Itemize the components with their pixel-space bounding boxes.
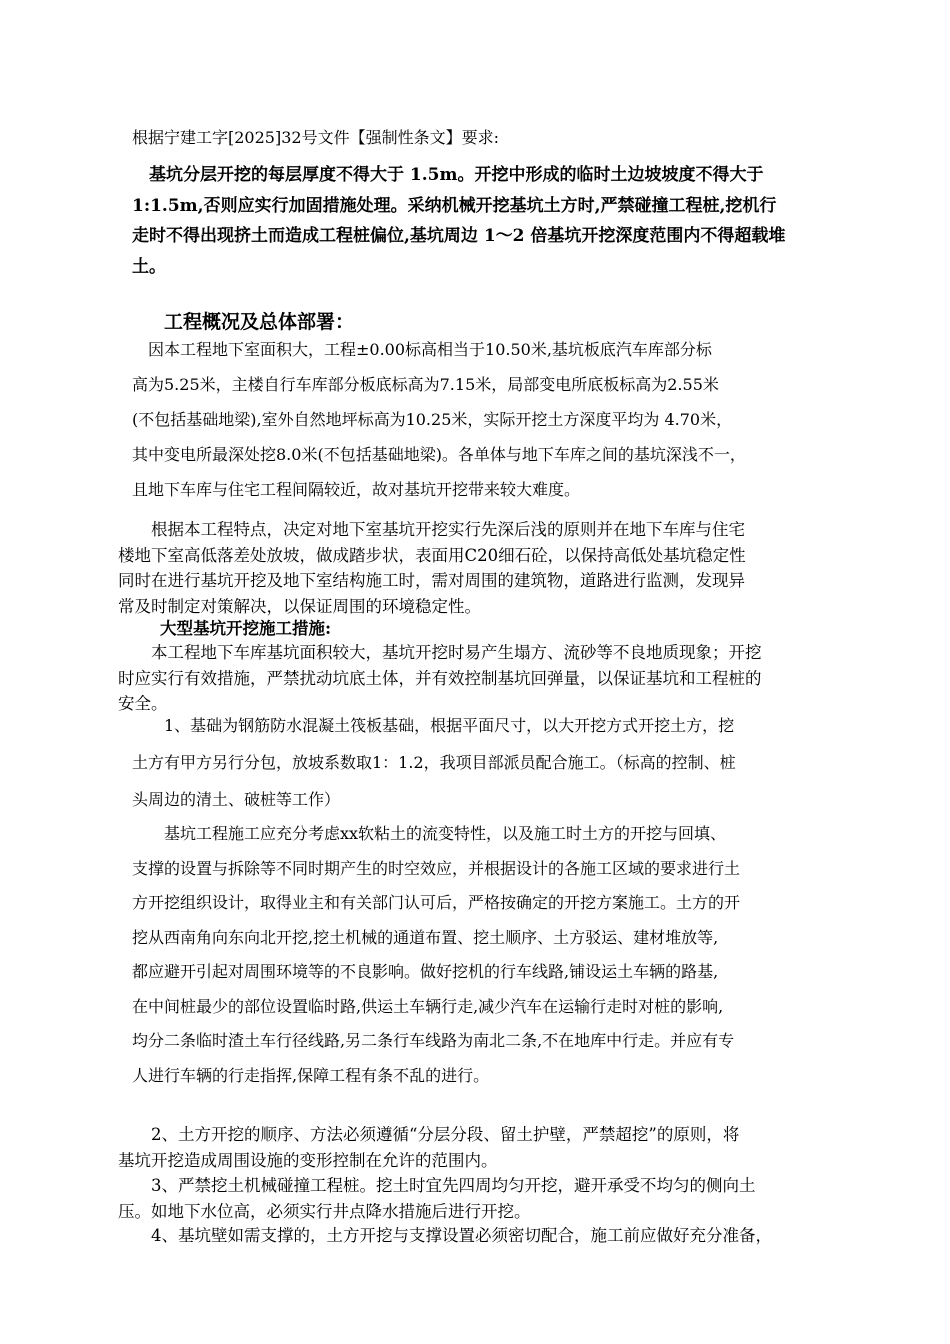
engineering-line: 方开挖组织设计，取得业主和有关部门认可后，严格按确定的开挖方案施工。土方的开 [132,893,741,912]
engineering-paragraph [132,817,877,1093]
engineering-line: 均分二条临时渣土车行径线路,另二条行车线路为南北二条,不在地库中行走。并应有专 [132,1031,735,1050]
overview-paragraph [132,332,877,507]
item-2-paragraph [118,1122,878,1173]
measures-line: 本工程地下车库基坑面积较大，基坑开挖时易产生塌方、流砂等不良地质现象；开挖 [118,643,762,662]
item-1-paragraph [132,707,877,818]
engineering-line: 支撑的设置与拆除等不同时期产生的时空效应，并根据设计的各施工区域的要求进行土 [132,858,741,878]
heading-overview: 工程概况及总体部署： [164,311,355,333]
item-1-line: 头周边的清土、破桩等工作） [132,790,341,809]
measures-paragraph [118,640,878,717]
item-4-paragraph [118,1223,878,1249]
overview-line: 且地下车库与住宅工程间隔较近，故对基坑开挖带来较大难度。 [132,480,581,499]
item-3-line: 压。如地下水位高，必须实行井点降水措施后进行开挖。 [118,1201,531,1221]
mandatory-line: 基坑分层开挖的每层厚度不得大于 1.5m。开挖中形成的临时土边坡坡度不得大于 [132,165,764,185]
measures-line: 时应实行有效措施，严禁扰动坑底土体，并有效控制基坑回弹量，以保证基坑和工程桩的 [118,668,762,688]
measures-line: 安全。 [118,694,168,713]
item-1-line: 土方有甲方另行分包，放坡系数取1：1.2，我项目部派员配合施工。（标高的控制、桩 [132,753,736,772]
mandatory-clause [132,160,872,282]
engineering-line: 基坑工程施工应充分考虑xx软粘土的流变特性，以及施工时土方的开挖与回填、 [132,824,727,843]
intro-text: 根据宁建工字[2025]32号文件【强制性条文】要求: [132,128,499,147]
overview-line: 高为5.25米，主楼自行车库部分板底标高为7.15米，局部变电所底板标高为2.55米 [132,375,719,394]
engineering-line: 在中间桩最少的部位设置临时路,供运土车辆行走,减少汽车在运输行走时对桩的影响, [132,996,724,1016]
mandatory-line: 土。 [132,256,166,277]
mandatory-line: 走时不得出现挤土而造成工程桩偏位,基坑周边 1～2 倍基坑开挖深度范围内不得超载堆 [132,226,786,246]
engineering-line: 人进行车辆的行走指挥,保障工程有条不乱的进行。 [132,1065,490,1085]
principle-line: 楼地下室高低落差处放坡，做成踏步状，表面用C20细石砼，以保持高低处基坑稳定性 [118,545,746,565]
principle-line: 常及时制定对策解决，以保证周围的环境稳定性。 [118,596,481,616]
overview-line: (不包括基础地梁),室外自然地坪标高为10.25米，实际开挖土方深度平均为 4.70米， [132,410,733,429]
item-4-line: 4、基坑壁如需支撑的，土方开挖与支撑设置必须密切配合，施工前应做好充分准备， [118,1226,772,1245]
principle-line: 根据本工程特点，决定对地下室基坑开挖实行先深后浅的原则并在地下车库与住宅 [118,520,745,539]
item-1-line: 1、基础为钢筋防水混凝土筏板基础，根据平面尺寸，以大开挖方式开挖土方，挖 [132,716,735,735]
principle-line: 同时在进行基坑开挖及地下室结构施工时，需对周围的建筑物，道路进行监测，发现异 [118,571,745,590]
item-2-line: 基坑开挖造成周围设施的变形控制在允许的范围内。 [118,1150,498,1170]
engineering-line: 都应避开引起对周围环境等的不良影响。做好挖机的行车线路,铺设运土车辆的路基, [132,962,719,981]
mandatory-line: 1:1.5m,否则应实行加固措施处理。采纳机械开挖基坑土方时,严禁碰撞工程桩,挖机行 [132,195,777,216]
overview-line: 其中变电所最深处挖8.0米(不包括基础地梁)。各单体与地下车库之间的基坑深浅不一， [132,445,746,464]
heading-measures: 大型基坑开挖施工措施: [160,619,332,638]
item-3-line: 3、严禁挖土机械碰撞工程桩。挖土时宜先四周均匀开挖，避开承受不均匀的侧向土 [118,1176,756,1195]
overview-line: 因本工程地下室面积大，工程±0.00标高相当于10.50米,基坑板底汽车库部分标 [132,340,712,359]
engineering-line: 挖从西南角向东向北开挖,挖土机械的通道布置、挖土顺序、土方驳运、建材堆放等, [132,927,719,947]
principle-paragraph [118,517,878,619]
item-3-paragraph [118,1173,878,1224]
item-2-line: 2、土方开挖的顺序、方法必须遵循“分层分段、留土护壁，严禁超挖”的原则，将 [118,1125,740,1144]
